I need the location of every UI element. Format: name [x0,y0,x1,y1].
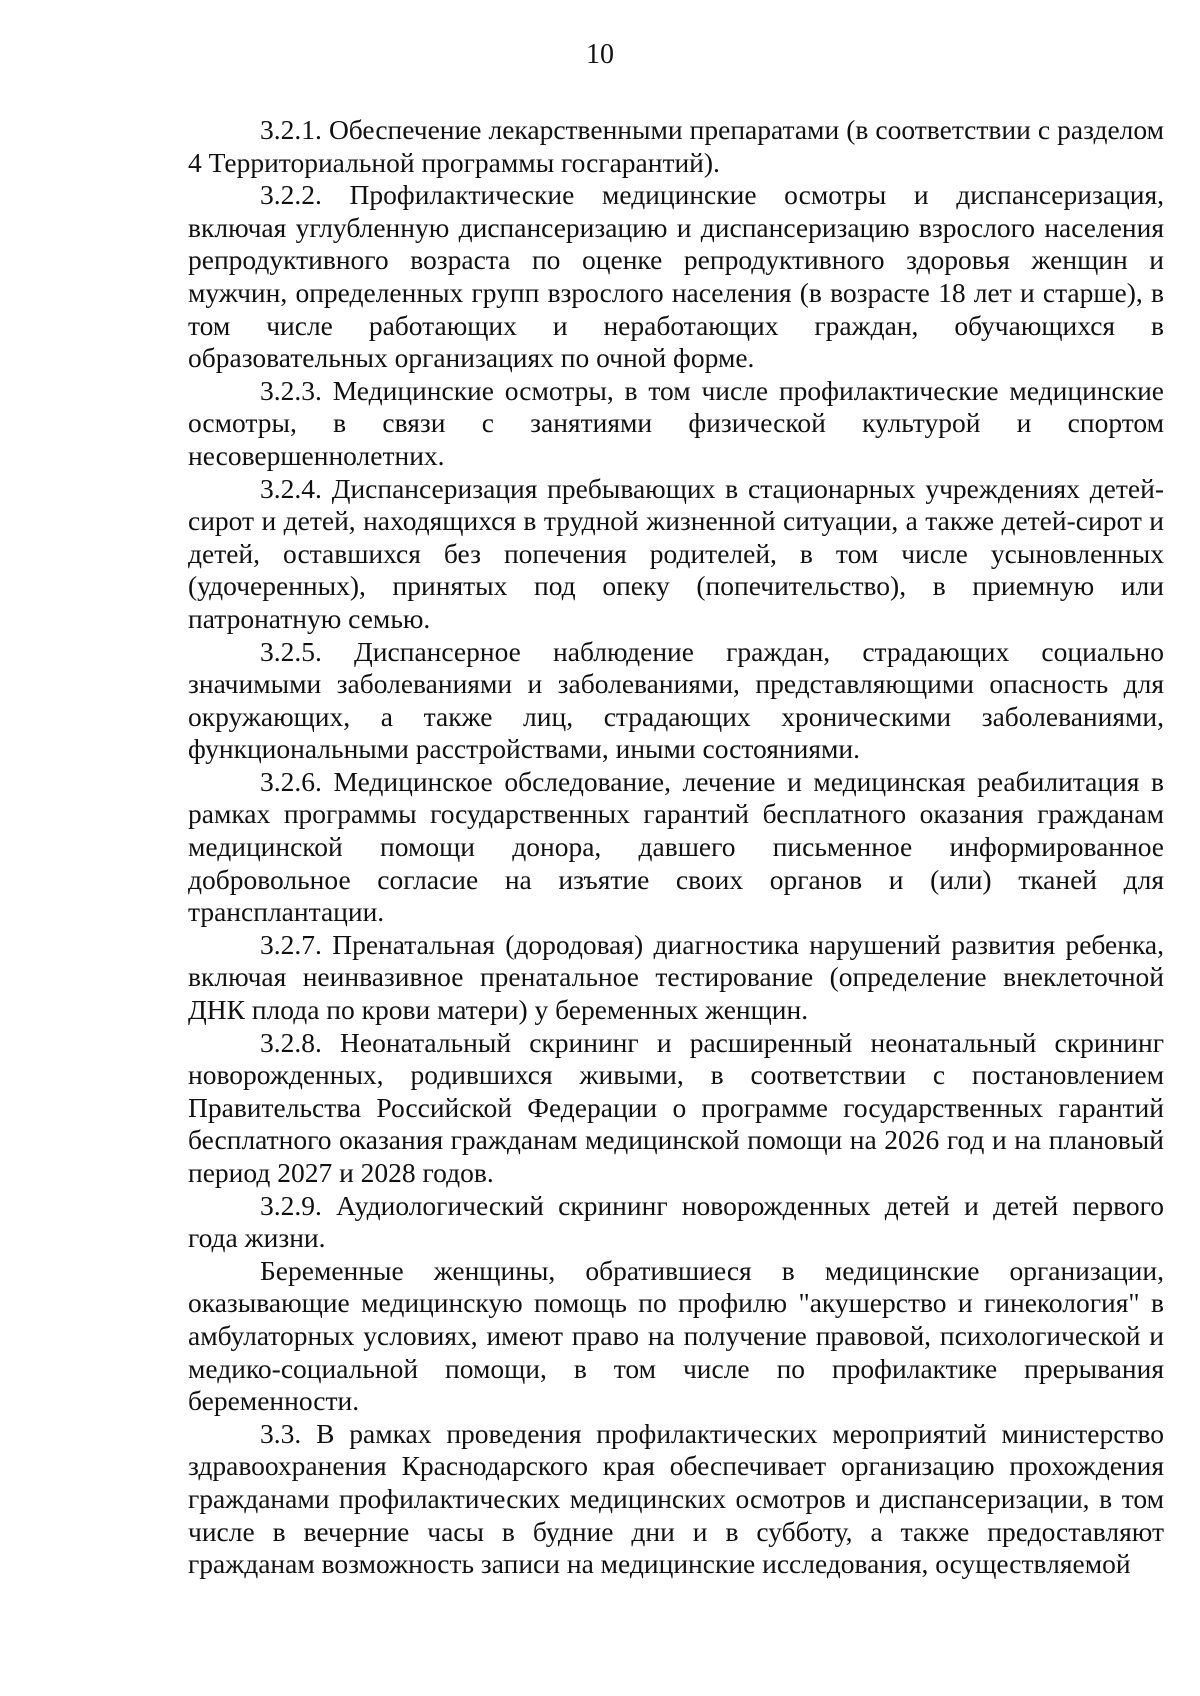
paragraph-text: Обеспечение лекарственными препаратами (в соответствии с разделом 4 Территориальной программы госгарантий). [188,114,1165,178]
paragraph-text: Пренатальная (дородовая) диагностика нарушений развития ребенка, включая неинвазивное пренатальное тестирование (определение внеклеточной ДНК плода по крови матери) у беременных женщин. [188,928,1164,1026]
paragraph-text: Неонатальный скрининг и расширенный неонатальный скрининг новорожденных, родившихся живыми, в соответствии с постановлением Правительства Российской Федерации о программе государственных гарантий бесплатного оказания гражданам медицинской помощи на 2026 год и на плановый период 2027 и 2028 годов. [188,1026,1164,1188]
paragraph-pregnant-women [188,1255,1164,1418]
paragraph-3-2-5 [188,636,1164,766]
paragraph-3-3 [188,1418,1164,1581]
paragraph-number: 3.2.6. [260,765,322,797]
paragraph-number: 3.2.7. [260,928,322,960]
paragraph-text: Профилактические медицинские осмотры и диспансеризация, включая углубленную диспансеризацию и диспансеризацию взрослого населения репродуктивного возраста по оценке репродуктивного здоровья женщин и мужчин, определенных групп взрослого населения (в возрасте 18 лет и старше), в том числе работающих и неработающих граждан, обучающихся в образовательных организациях по очной форме. [188,179,1165,374]
paragraph-number: 3.2.1. [260,114,322,145]
paragraph-text: Диспансеризация пребывающих в стационарных учреждениях детей-сирот и детей, находящихся в трудной жизненной ситуации, а также детей-сирот и детей, оставшихся без попечения родителей, в том числе усыновленных (удочеренных), принятых под опеку (попечительство), в приемную или патронатную семью. [188,472,1164,634]
paragraph-3-2-2 [188,179,1164,375]
paragraph-3-2-6 [188,766,1164,929]
paragraph-number: 3.3. [260,1417,302,1449]
paragraph-3-2-7 [188,929,1164,1027]
paragraph-3-2-4 [188,473,1164,636]
paragraph-number: 3.2.3. [260,374,322,406]
paragraph-text: В рамках проведения профилактических мероприятий министерство здравоохранения Краснодарского края обеспечивает организацию прохождения гражданами профилактических медицинских осмотров и диспансеризации, в том числе в вечерние часы в будние дни и в субботу, а также предоставляют гражданам возможность записи на медицинские исследования, осуществляемой [188,1417,1165,1580]
paragraph-number: 3.2.9. [260,1189,322,1221]
paragraph-3-2-3 [188,375,1164,473]
paragraph-number: 3.2.2. [260,179,322,211]
paragraph-text: Беременные женщины, обратившиеся в медицинские организации, оказывающие медицинскую помощь по профилю "акушерство и гинекология" в амбулаторных условиях, имеют право на получение правовой, психологической и медико-социальной помощи, в том числе по профилактике прерывания беременности. [188,1254,1164,1417]
paragraph-number: 3.2.4. [260,472,322,504]
paragraph-3-2-9 [188,1190,1164,1255]
paragraph-3-2-8 [188,1027,1164,1190]
paragraph-text: Медицинские осмотры, в том числе профилактические медицинские осмотры, в связи с занятиями физической культурой и спортом несовершеннолетних. [188,374,1164,471]
document-body [188,114,1164,1581]
page-number: 10 [586,39,614,70]
paragraph-text: Медицинское обследование, лечение и медицинская реабилитация в рамках программы государственных гарантий бесплатного оказания гражданам медицинской помощи донора, давшего письменное информированное добровольное согласие на изъятие своих органов и (или) тканей для трансплантации. [188,765,1164,928]
paragraph-text: Аудиологический скрининг новорожденных детей и детей первого года жизни. [188,1189,1165,1254]
paragraph-text: Диспансерное наблюдение граждан, страдающих социально значимыми заболеваниями и заболеваниями, представляющими опасность для окружающих, а также лиц, страдающих хроническими заболеваниями, функциональными расстройствами, иными состояниями. [188,635,1164,765]
paragraph-number: 3.2.5. [260,635,322,667]
paragraph-number: 3.2.8. [260,1026,322,1058]
paragraph-3-2-1 [188,114,1164,179]
